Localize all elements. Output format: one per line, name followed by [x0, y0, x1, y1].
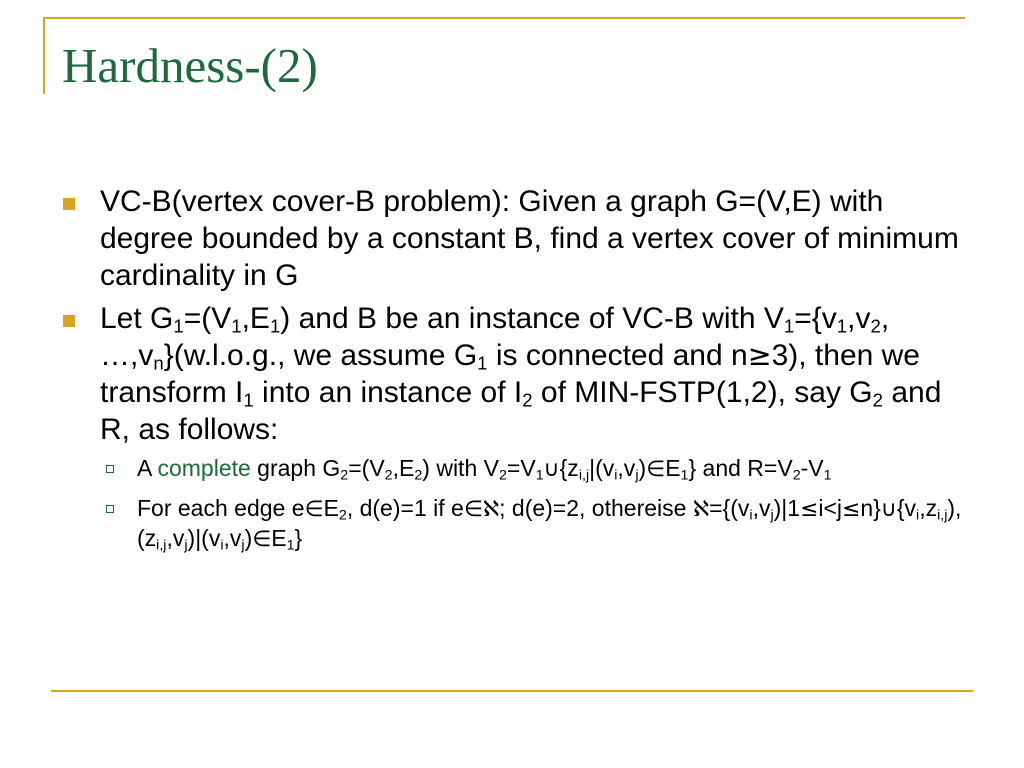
math-symbol: ∈: [304, 497, 324, 522]
highlighted-word: complete: [157, 455, 251, 481]
bullet-2-text: Let $G_1=(V_1,E_1)$ and B be an instance of VC-B with $V_1=\{v_1,v_2$, $\dots,v_n\}(w.l.o.g$., we assume $G_1$ is connected and n≥3), then we transform $I_1$ into an instance of $I_2$ of MIN-FSTP(1,2), say $G_2$ and R, as follows:: [100, 302, 942, 446]
subscript: 1: [243, 389, 254, 411]
square-bullet-icon: [63, 198, 75, 210]
subscript: i: [614, 467, 618, 484]
math-symbol: ∈: [646, 457, 666, 482]
subscript: 1: [680, 467, 689, 484]
subscript: i: [916, 507, 920, 524]
subscript: i: [220, 537, 224, 554]
subscript: i,j: [937, 507, 948, 524]
math-symbol: ≤: [842, 497, 861, 522]
subscript: i,j: [578, 467, 590, 484]
subbullet-2: [62, 494, 962, 554]
subbullet-1-text: A complete graph $G_2=(V_2,E_2)$ with $V_2=V_1\cup\{z_{i,j}|(v_i,v_j)\in E_1\}$ and $R=V_2-V_1$: [137, 455, 832, 484]
bullet-1-text: VC-B(vertex cover-B problem): Given a graph G=(V,E) with degree bounded by a constant B, find a vertex cover of minimum cardinality in G: [100, 185, 959, 292]
subscript: 2: [340, 467, 349, 484]
subscript: 2: [792, 467, 801, 484]
subscript: j: [635, 467, 639, 484]
bullet-2: [62, 300, 962, 448]
hollow-square-bullet-icon: [106, 465, 114, 473]
math-symbol: ∪: [543, 457, 560, 482]
subscript: 1: [823, 467, 832, 484]
subbullet-1: [62, 454, 962, 484]
subscript: n: [153, 352, 164, 374]
subscript: j: [770, 507, 774, 524]
subscript: 2: [338, 507, 347, 524]
subscript: i: [749, 507, 753, 524]
subscript: 2: [414, 467, 423, 484]
frame-left-line: [43, 17, 45, 94]
subscript: 1: [535, 467, 544, 484]
subscript: 2: [870, 315, 881, 337]
hollow-square-bullet-icon: [106, 505, 114, 513]
bullet-1: [62, 183, 962, 294]
subscript: 2: [384, 467, 393, 484]
subscript: j: [241, 537, 245, 554]
subscript: 1: [173, 315, 184, 337]
subscript: 1: [269, 315, 281, 337]
subscript: i,j: [156, 537, 167, 554]
subscript: 2: [872, 389, 883, 411]
subbullet-2-text: For each edge $e\in E_2$, d(e)=1 if e∈ℵ; d(e)=2, othereise $ℵ=\{(v_i,v_j)|1\le i<j\le n\}\cup\{v_i,z_{i,j}),(z_{i,j},v_j)|(v_i,v_j)\in E_1$}: [137, 495, 962, 554]
frame-bottom-line: [51, 690, 973, 692]
math-symbol: ℵ: [692, 497, 710, 522]
math-symbol: ∈: [252, 527, 272, 552]
subscript: 1: [836, 315, 848, 337]
subscript: 2: [498, 467, 507, 484]
square-bullet-icon: [63, 315, 75, 327]
subscript: 1: [477, 352, 488, 374]
slide-content: [62, 183, 962, 564]
subscript: 1: [286, 537, 295, 554]
subscript: 1: [231, 315, 242, 337]
subscript: 2: [522, 389, 533, 411]
math-symbol: ≥: [747, 339, 772, 372]
slide-title: Hardness-(2): [62, 38, 318, 93]
frame-top-line: [43, 17, 965, 19]
subscript: 1: [783, 315, 795, 337]
math-symbol: ∪: [880, 497, 897, 522]
subscript: j: [184, 537, 188, 554]
math-symbol: ∈: [463, 497, 483, 522]
math-symbol: ℵ: [482, 497, 500, 522]
math-symbol: ≤: [800, 497, 819, 522]
